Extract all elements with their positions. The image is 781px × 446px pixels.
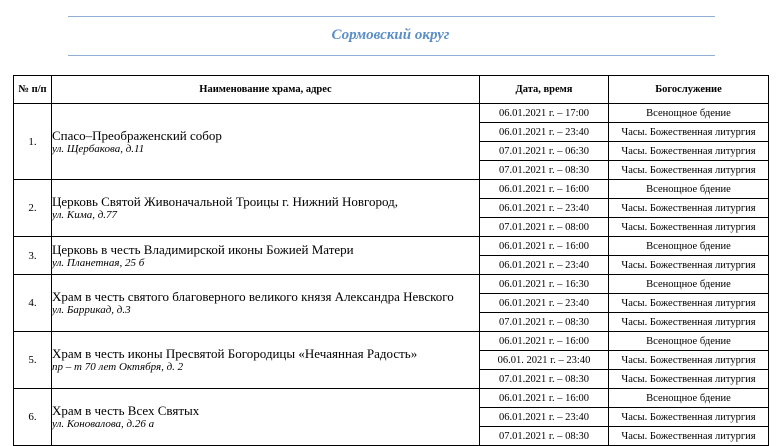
service-date: 06.01.2021 г. – 17:00 [480,104,609,123]
church-name: Храм в честь Всех Святых [52,403,200,418]
church-address: ул. Кима, д.77 [52,209,118,221]
church-name: Храм в честь иконы Пресвятой Богородицы «Нечаянная Радость» [52,346,418,361]
service-type: Часы. Божественная литургия [609,161,769,180]
service-date: 07.01.2021 г. – 08:30 [480,161,609,180]
service-type: Часы. Божественная литургия [609,370,769,389]
header-num: № п/п [14,76,52,104]
service-type: Часы. Божественная литургия [609,123,769,142]
church-address: ул. Баррикад, д.3 [52,304,131,316]
service-type: Часы. Божественная литургия [609,294,769,313]
service-type: Всенощное бдение [609,275,769,294]
service-type: Всенощное бдение [609,332,769,351]
row-number: 1. [14,104,52,180]
row-number: 5. [14,332,52,389]
service-date: 06.01.2021 г. – 16:00 [480,389,609,408]
service-date: 06.01.2021 г. – 16:00 [480,180,609,199]
header-date: Дата, время [480,76,609,104]
service-date: 06.01. 2021 г. – 23:40 [480,351,609,370]
service-date: 07.01.2021 г. – 08:30 [480,370,609,389]
table-row [14,332,769,351]
service-type: Всенощное бдение [609,389,769,408]
service-date: 07.01.2021 г. – 06:30 [480,142,609,161]
row-number: 4. [14,275,52,332]
schedule-table [13,75,769,446]
district-title: Сормовский округ [331,27,450,43]
service-type: Часы. Божественная литургия [609,427,769,446]
church-name: Спасо–Преображенский собор [52,127,222,143]
row-number: 3. [14,237,52,275]
church-name: Церковь Святой Живоначальной Троицы г. Нижний Новгород, [52,194,399,209]
church-cell [52,104,480,180]
header-service: Богослужение [609,76,769,104]
top-divider [68,16,715,17]
table-row [14,237,769,256]
service-type: Всенощное бдение [609,180,769,199]
row-number: 6. [14,389,52,446]
service-date: 06.01.2021 г. – 16:30 [480,275,609,294]
church-cell [52,237,480,275]
table-row [14,275,769,294]
table-row [14,104,769,123]
service-date: 06.01.2021 г. – 16:00 [480,332,609,351]
service-type: Часы. Божественная литургия [609,351,769,370]
church-address: ул. Щербакова, д.11 [52,142,145,155]
service-date: 06.01.2021 г. – 23:40 [480,408,609,427]
service-type: Часы. Божественная литургия [609,313,769,332]
header-name: Наименование храма, адрес [52,76,480,104]
church-address: ул. Планетная, 25 б [52,256,145,269]
service-date: 06.01.2021 г. – 23:40 [480,199,609,218]
service-type: Часы. Божественная литургия [609,408,769,427]
table-row [14,180,769,199]
church-name: Церковь в честь Владимирской иконы Божией Матери [52,241,354,257]
service-date: 06.01.2021 г. – 23:40 [480,256,609,275]
bottom-divider [68,55,715,56]
church-cell [52,180,480,237]
service-date: 06.01.2021 г. – 23:40 [480,294,609,313]
service-date: 07.01.2021 г. – 08:30 [480,313,609,332]
header-row [14,76,769,104]
church-name: Храм в честь святого благоверного великого князя Александра Невского [52,289,454,304]
service-date: 06.01.2021 г. – 23:40 [480,123,609,142]
service-type: Часы. Божественная литургия [609,142,769,161]
service-type: Часы. Божественная литургия [609,199,769,218]
table-row [14,389,769,408]
church-address: ул. Коновалова, д.26 а [52,418,155,430]
service-type: Всенощное бдение [609,237,769,256]
service-type: Часы. Божественная литургия [609,218,769,237]
service-type: Всенощное бдение [609,104,769,123]
church-cell [52,332,480,389]
church-cell [52,275,480,332]
church-cell [52,389,480,446]
service-type: Часы. Божественная литургия [609,256,769,275]
service-date: 07.01.2021 г. – 08:00 [480,218,609,237]
service-date: 07.01.2021 г. – 08:30 [480,427,609,446]
church-address: пр – т 70 лет Октября, д. 2 [52,361,184,373]
service-date: 06.01.2021 г. – 16:00 [480,237,609,256]
row-number: 2. [14,180,52,237]
